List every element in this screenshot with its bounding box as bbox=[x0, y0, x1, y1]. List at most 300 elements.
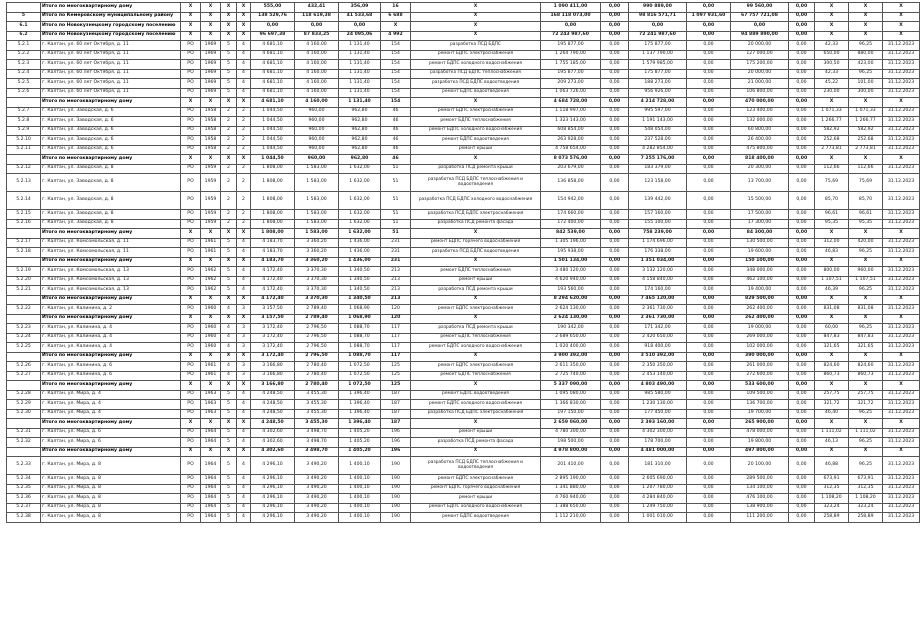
cell-liv: 3 360,20 bbox=[295, 257, 339, 267]
cell-c: 1 097 931,60 bbox=[687, 12, 731, 22]
table-row bbox=[7, 69, 920, 79]
cell-cost: 197 150,00 bbox=[541, 409, 601, 419]
cell-d: 99 560,00 bbox=[731, 3, 789, 13]
cell-h: 31.12.2023 bbox=[883, 457, 920, 475]
cell-a: 0,00 bbox=[601, 219, 629, 229]
cell-h: 31.12.2023 bbox=[883, 50, 920, 60]
cell-c: 0,00 bbox=[687, 219, 731, 229]
cell-wall: Х bbox=[181, 22, 201, 32]
cell-b: 4 158 840,00 bbox=[629, 276, 687, 286]
cell-f: 1 107,51 bbox=[815, 276, 849, 286]
cell-liv2: 962,80 bbox=[339, 145, 381, 155]
cell-res: 187 bbox=[381, 400, 411, 410]
cell-b: 7 255 176,00 bbox=[629, 155, 687, 165]
cell-f: 96,61 bbox=[815, 210, 849, 220]
cell-c: 0,00 bbox=[687, 409, 731, 419]
cell-res: 154 bbox=[381, 79, 411, 89]
cell-h: 31.12.2023 bbox=[883, 164, 920, 174]
cell-cost: 154 942,00 bbox=[541, 192, 601, 210]
cell-a: 0,00 bbox=[601, 155, 629, 165]
table-row bbox=[7, 513, 920, 523]
table-row bbox=[7, 390, 920, 400]
cell-g: 312,35 bbox=[849, 484, 883, 494]
cell-c: 0,00 bbox=[687, 41, 731, 51]
cell-f: 252,68 bbox=[815, 136, 849, 146]
cell-area: 4 172,40 bbox=[251, 276, 295, 286]
table-row bbox=[7, 126, 920, 136]
cell-f: Х bbox=[815, 419, 849, 429]
cell-g: 252,68 bbox=[849, 136, 883, 146]
cell-res: 125 bbox=[381, 381, 411, 391]
cell-year: Х bbox=[201, 31, 221, 41]
cell-liv: 3 455,30 bbox=[295, 400, 339, 410]
cell-a: 0,00 bbox=[601, 69, 629, 79]
cell-f: 321,72 bbox=[815, 400, 849, 410]
cell-g: 96,25 bbox=[849, 438, 883, 448]
table-body bbox=[7, 3, 920, 523]
cell-ent: 2 bbox=[237, 164, 251, 174]
cell-liv: 3 455,30 bbox=[295, 409, 339, 419]
cell-year: 1969 bbox=[201, 69, 221, 79]
total-row bbox=[7, 381, 920, 391]
cell-c: 0,00 bbox=[687, 174, 731, 192]
cell-res: 154 bbox=[381, 88, 411, 98]
cell-b: 188 273,00 bbox=[629, 79, 687, 89]
cell-ent: 3 bbox=[237, 371, 251, 381]
cell-h: 31.12.2023 bbox=[883, 210, 920, 220]
cell-work: ремонт БДПС горячего водоснабжения bbox=[411, 238, 541, 248]
cell-g: 321,72 bbox=[849, 400, 883, 410]
cell-liv2: 962,80 bbox=[339, 126, 381, 136]
cell-addr: г. Калтан, ул. Заводская, д. 6 bbox=[41, 136, 181, 146]
cell-f: Х bbox=[815, 229, 849, 239]
cell-f: 60,00 bbox=[815, 324, 849, 334]
cell-area: 4 681,10 bbox=[251, 60, 295, 70]
cell-res: 154 bbox=[381, 60, 411, 70]
cell-d: 265 900,00 bbox=[731, 419, 789, 429]
cell-addr: г. Калтан, ул. Мира, д. 6 bbox=[41, 438, 181, 448]
cell-cost: 4 620 940,00 bbox=[541, 276, 601, 286]
cell-e: 0,00 bbox=[789, 305, 815, 315]
cell-h: 31.12.2023 bbox=[883, 475, 920, 485]
cell-res: 51 bbox=[381, 174, 411, 192]
cell-e: 0,00 bbox=[789, 3, 815, 13]
cell-num: 5.2.35 bbox=[7, 484, 41, 494]
cell-liv: 1 583,00 bbox=[295, 219, 339, 229]
cell-floors: 2 bbox=[221, 174, 237, 192]
table-row bbox=[7, 145, 920, 155]
cell-c: 0,00 bbox=[687, 419, 731, 429]
cell-liv2: 1 632,00 bbox=[339, 219, 381, 229]
cell-e: 0,00 bbox=[789, 107, 815, 117]
cell-a: 0,00 bbox=[601, 117, 629, 127]
cell-d: 19 400,00 bbox=[731, 286, 789, 296]
cell-b: 174 160,00 bbox=[629, 286, 687, 296]
cell-ent: Х bbox=[237, 98, 251, 108]
cell-b: 2 453 140,00 bbox=[629, 371, 687, 381]
cell-ent: Х bbox=[237, 381, 251, 391]
cell-cost: 174 660,00 bbox=[541, 210, 601, 220]
cell-liv2: 1 131,40 bbox=[339, 98, 381, 108]
cell-f: 824,60 bbox=[815, 362, 849, 372]
cell-addr: г. Калтан, ул. Заводская, д. 6 bbox=[41, 126, 181, 136]
cell-res: 196 bbox=[381, 428, 411, 438]
cell-b: 2 393 160,00 bbox=[629, 419, 687, 429]
cell-g: 96,25 bbox=[849, 324, 883, 334]
cell-g: 101,00 bbox=[849, 79, 883, 89]
table-row bbox=[7, 164, 920, 174]
cell-c: 0,00 bbox=[687, 276, 731, 286]
cell-b: 1 137 790,00 bbox=[629, 50, 687, 60]
cell-a: 0,00 bbox=[601, 31, 629, 41]
cell-g: 847,83 bbox=[849, 333, 883, 343]
cell-c: 0,00 bbox=[687, 286, 731, 296]
cell-f: Х bbox=[815, 295, 849, 305]
cell-wall: РО bbox=[181, 428, 201, 438]
cell-addr: г. Калтан, ул. Мира, д. 4 bbox=[41, 390, 181, 400]
cell-h: 31.12.2023 bbox=[883, 219, 920, 229]
cell-liv: 2 796,50 bbox=[295, 343, 339, 353]
cell-f: 257,75 bbox=[815, 390, 849, 400]
cell-d: 348 000,00 bbox=[731, 267, 789, 277]
cell-h: Х bbox=[883, 381, 920, 391]
cell-g: 95,35 bbox=[849, 219, 883, 229]
cell-work: разработка ПСД БДПС bbox=[411, 41, 541, 51]
cell-c: 0,00 bbox=[687, 494, 731, 504]
cell-liv2: 1 400,10 bbox=[339, 475, 381, 485]
cell-h: Х bbox=[883, 447, 920, 457]
cell-liv2: 1 072,50 bbox=[339, 381, 381, 391]
cell-d: 289 500,00 bbox=[731, 475, 789, 485]
cell-num bbox=[7, 257, 41, 267]
cell-area: 4 296,10 bbox=[251, 457, 295, 475]
cell-a: 0,00 bbox=[601, 428, 629, 438]
cell-e: 0,00 bbox=[789, 390, 815, 400]
table-row bbox=[7, 362, 920, 372]
cell-g: 96,25 bbox=[849, 41, 883, 51]
cell-ent: 4 bbox=[237, 494, 251, 504]
cell-wall: РО bbox=[181, 117, 201, 127]
cell-year: Х bbox=[201, 381, 221, 391]
cell-d: 19 600,00 bbox=[731, 248, 789, 258]
cell-liv: 4 160,00 bbox=[295, 50, 339, 60]
cell-h: 31.12.2023 bbox=[883, 60, 920, 70]
cell-cost: 608 854,00 bbox=[541, 126, 601, 136]
cell-a: 0,00 bbox=[601, 79, 629, 89]
total-row bbox=[7, 229, 920, 239]
cell-res: 187 bbox=[381, 390, 411, 400]
cell-num bbox=[7, 3, 41, 13]
cell-a: 0,00 bbox=[601, 381, 629, 391]
cell-num: 5.2.5 bbox=[7, 79, 41, 89]
cell-cost: 4 684 728,00 bbox=[541, 98, 601, 108]
cell-f: 258,89 bbox=[815, 513, 849, 523]
cell-e: 0,00 bbox=[789, 145, 815, 155]
cell-b: 1 174 696,00 bbox=[629, 238, 687, 248]
cell-cost: 5 337 090,00 bbox=[541, 381, 601, 391]
cell-area: 1 808,00 bbox=[251, 174, 295, 192]
cell-floors: 4 bbox=[221, 362, 237, 372]
cell-b: 990 889,00 bbox=[629, 3, 687, 13]
cell-d: 470 000,00 bbox=[731, 98, 789, 108]
cell-wall: РО bbox=[181, 192, 201, 210]
cell-a: 0,00 bbox=[601, 503, 629, 513]
cell-area: 3 166,80 bbox=[251, 371, 295, 381]
cell-work: ремонт крыши bbox=[411, 276, 541, 286]
cell-res: 51 bbox=[381, 192, 411, 210]
cell-ent: 4 bbox=[237, 248, 251, 258]
cell-addr: г. Калтан, ул. Комсомольская, д. 13 bbox=[41, 267, 181, 277]
cell-a: 0,00 bbox=[601, 267, 629, 277]
cell-a: 0,00 bbox=[601, 3, 629, 13]
cell-area: 4 248,50 bbox=[251, 400, 295, 410]
cell-area: 4 172,40 bbox=[251, 295, 295, 305]
cell-year: Х bbox=[201, 352, 221, 362]
cell-d: 134 100,00 bbox=[731, 484, 789, 494]
cell-addr: г. Калтан, ул. Мира, д. 8 bbox=[41, 475, 181, 485]
cell-d: 818 400,00 bbox=[731, 155, 789, 165]
cell-h: 31.12.2023 bbox=[883, 136, 920, 146]
cell-area: 4 681,10 bbox=[251, 69, 295, 79]
cell-c: 0,00 bbox=[687, 117, 731, 127]
cell-wall: РО bbox=[181, 210, 201, 220]
cell-c: 0,00 bbox=[687, 428, 731, 438]
cell-work: разработка ПСД ремонта фасада bbox=[411, 219, 541, 229]
cell-h: 31.12.2023 bbox=[883, 286, 920, 296]
cell-wall: РО bbox=[181, 494, 201, 504]
cell-ent: 4 bbox=[237, 50, 251, 60]
cell-wall: РО bbox=[181, 267, 201, 277]
cell-wall: Х bbox=[181, 257, 201, 267]
cell-g: 257,75 bbox=[849, 390, 883, 400]
cell-h: Х bbox=[883, 352, 920, 362]
cell-c: 0,00 bbox=[687, 107, 731, 117]
cell-h: Х bbox=[883, 31, 920, 41]
cell-num: 5.2.1 bbox=[7, 41, 41, 51]
cell-work: ремонт БДПС водоотведения bbox=[411, 88, 541, 98]
cell-d: 497 800,00 bbox=[731, 447, 789, 457]
cell-area: 4 248,50 bbox=[251, 419, 295, 429]
cell-a: 0,00 bbox=[601, 12, 629, 22]
cell-floors: 2 bbox=[221, 219, 237, 229]
cell-wall: Х bbox=[181, 229, 201, 239]
cell-g: 831,08 bbox=[849, 305, 883, 315]
cell-a: 0,00 bbox=[601, 276, 629, 286]
cell-g: 860,73 bbox=[849, 371, 883, 381]
cell-f: 112,66 bbox=[815, 164, 849, 174]
cell-year: 1958 bbox=[201, 136, 221, 146]
cell-a: 0,00 bbox=[601, 210, 629, 220]
cell-c: 0,00 bbox=[687, 513, 731, 523]
cell-year: 1958 bbox=[201, 107, 221, 117]
cell-ent: 3 bbox=[237, 333, 251, 343]
cell-f: Х bbox=[815, 257, 849, 267]
cell-h: 31.12.2023 bbox=[883, 79, 920, 89]
cell-res: 190 bbox=[381, 484, 411, 494]
cell-res: 190 bbox=[381, 457, 411, 475]
cell-floors: 4 bbox=[221, 324, 237, 334]
cell-h: 31.12.2023 bbox=[883, 390, 920, 400]
cell-ent: 4 bbox=[237, 286, 251, 296]
cell-liv2: 962,80 bbox=[339, 107, 381, 117]
cell-floors: 5 bbox=[221, 69, 237, 79]
cell-c: 0,00 bbox=[687, 31, 731, 41]
cell-a: 0,00 bbox=[601, 98, 629, 108]
cell-res: 231 bbox=[381, 248, 411, 258]
cell-b: 139 442,00 bbox=[629, 192, 687, 210]
cell-e: 0,00 bbox=[789, 484, 815, 494]
cell-e: 0,00 bbox=[789, 438, 815, 448]
cell-liv: 3 498,70 bbox=[295, 428, 339, 438]
cell-f: 847,83 bbox=[815, 333, 849, 343]
cell-a: 0,00 bbox=[601, 419, 629, 429]
cell-f: Х bbox=[815, 381, 849, 391]
cell-e: 0,00 bbox=[789, 381, 815, 391]
cell-num: 5.2.25 bbox=[7, 343, 41, 353]
cell-num: 5.2.28 bbox=[7, 390, 41, 400]
cell-a: 0,00 bbox=[601, 88, 629, 98]
cell-year: 1969 bbox=[201, 60, 221, 70]
cell-addr: г. Калтан, ул. Заводская, д. 8 bbox=[41, 174, 181, 192]
cell-h: 31.12.2023 bbox=[883, 503, 920, 513]
cell-wall: РО bbox=[181, 60, 201, 70]
cell-a: 0,00 bbox=[601, 475, 629, 485]
cell-wall: РО bbox=[181, 343, 201, 353]
document-sheet bbox=[6, 2, 915, 523]
cell-num: 5.2.26 bbox=[7, 362, 41, 372]
cell-liv: 2 780,40 bbox=[295, 371, 339, 381]
cell-b: 98 816 571,71 bbox=[629, 12, 687, 22]
cell-f: 42,33 bbox=[815, 41, 849, 51]
cell-e: 0,00 bbox=[789, 428, 815, 438]
cell-liv2: 1 068,90 bbox=[339, 314, 381, 324]
cell-floors: 2 bbox=[221, 145, 237, 155]
cell-year: Х bbox=[201, 98, 221, 108]
cell-ent: 4 bbox=[237, 79, 251, 89]
cell-wall: Х bbox=[181, 155, 201, 165]
cell-work: Х bbox=[411, 3, 541, 13]
cell-cost: 190 342,00 bbox=[541, 324, 601, 334]
cell-ent: 4 bbox=[237, 41, 251, 51]
cell-ent: 4 bbox=[237, 438, 251, 448]
cell-addr: г. Калтан, ул. Заводская, д. 8 bbox=[41, 164, 181, 174]
cell-ent: 2 bbox=[237, 126, 251, 136]
cell-b: 72 241 987,60 bbox=[629, 31, 687, 41]
cell-cost: 2 611 350,00 bbox=[541, 362, 601, 372]
cell-addr: г. Калтан, ул. 60 лет Октября, д. 11 bbox=[41, 50, 181, 60]
cell-year: 1959 bbox=[201, 164, 221, 174]
table-row bbox=[7, 438, 920, 448]
cell-cost: 168 118 073,00 bbox=[541, 12, 601, 22]
cell-addr: Итого по Новокузнецкому городскому поселению bbox=[41, 31, 181, 41]
cell-liv: 3 490,20 bbox=[295, 513, 339, 523]
cell-res: 154 bbox=[381, 41, 411, 51]
cell-area: 4 681,10 bbox=[251, 79, 295, 89]
total-row bbox=[7, 447, 920, 457]
cell-liv2: 41 533,68 bbox=[339, 12, 381, 22]
cell-d: 15 500,00 bbox=[731, 192, 789, 210]
cell-area: 4 296,10 bbox=[251, 503, 295, 513]
cell-ent: 3 bbox=[237, 305, 251, 315]
cell-a: 0,00 bbox=[601, 390, 629, 400]
cell-liv2: 1 088,70 bbox=[339, 352, 381, 362]
cell-h: 31.12.2023 bbox=[883, 484, 920, 494]
cell-work: ремонт БДПС холодного водоснабжения bbox=[411, 60, 541, 70]
cell-c: 0,00 bbox=[687, 343, 731, 353]
cell-d: 19 000,00 bbox=[731, 324, 789, 334]
cell-num: 5.2.15 bbox=[7, 210, 41, 220]
cell-b: 7 465 120,00 bbox=[629, 295, 687, 305]
cell-b: 1 191 143,00 bbox=[629, 117, 687, 127]
cell-b: 183 379,00 bbox=[629, 164, 687, 174]
cell-d: 262 400,00 bbox=[731, 314, 789, 324]
cell-b: 4 284 840,00 bbox=[629, 494, 687, 504]
cell-g: 1 071,33 bbox=[849, 107, 883, 117]
cell-d: 60 800,00 bbox=[731, 126, 789, 136]
cell-addr: Итого по Кемеровскому муниципальному району bbox=[41, 12, 181, 22]
cell-addr: г. Калтан, ул. 60 лет Октября, д. 11 bbox=[41, 41, 181, 51]
cell-num: 6.2 bbox=[7, 31, 41, 41]
cell-liv: 1 583,00 bbox=[295, 229, 339, 239]
cell-a: 0,00 bbox=[601, 257, 629, 267]
cell-c: 0,00 bbox=[687, 60, 731, 70]
cell-liv2: 1 072,50 bbox=[339, 371, 381, 381]
cell-wall: РО bbox=[181, 79, 201, 89]
cell-cost: 136 858,00 bbox=[541, 174, 601, 192]
cell-liv: 2 796,50 bbox=[295, 333, 339, 343]
cell-e: 0,00 bbox=[789, 371, 815, 381]
cell-floors: 2 bbox=[221, 126, 237, 136]
cell-addr: г. Калтан, ул. Мира, д. 8 bbox=[41, 503, 181, 513]
cell-b: 237 528,00 bbox=[629, 136, 687, 146]
cell-floors: 5 bbox=[221, 238, 237, 248]
cell-ent: 4 bbox=[237, 400, 251, 410]
cell-e: 0,00 bbox=[789, 419, 815, 429]
cell-a: 0,00 bbox=[601, 41, 629, 51]
cell-g: 96,25 bbox=[849, 69, 883, 79]
cell-num bbox=[7, 352, 41, 362]
cell-num bbox=[7, 381, 41, 391]
cell-wall: РО bbox=[181, 174, 201, 192]
cell-cost: 2 689 650,00 bbox=[541, 333, 601, 343]
cell-liv2: 1 400,10 bbox=[339, 513, 381, 523]
cell-g: Х bbox=[849, 314, 883, 324]
cell-work: ремонт БДПС теплоснабжения bbox=[411, 117, 541, 127]
cell-liv: 2 780,40 bbox=[295, 381, 339, 391]
cell-f: 323,24 bbox=[815, 503, 849, 513]
cell-g: 258,89 bbox=[849, 513, 883, 523]
cell-liv2: 1 088,70 bbox=[339, 343, 381, 353]
cell-c: 0,00 bbox=[687, 145, 731, 155]
cell-area: 4 302,60 bbox=[251, 438, 295, 448]
cell-g: Х bbox=[849, 22, 883, 32]
cell-year: 1964 bbox=[201, 513, 221, 523]
cell-f: 1 108,20 bbox=[815, 494, 849, 504]
cell-g: Х bbox=[849, 257, 883, 267]
cell-f: Х bbox=[815, 3, 849, 13]
cell-liv2: 1 131,40 bbox=[339, 50, 381, 60]
cell-addr: г. Калтан, ул. Калинина, д. 2 bbox=[41, 305, 181, 315]
cell-a: 0,00 bbox=[601, 371, 629, 381]
cell-d: 127 000,00 bbox=[731, 50, 789, 60]
cell-ent: Х bbox=[237, 257, 251, 267]
cell-b: 4 803 490,00 bbox=[629, 381, 687, 391]
cell-b: 995 597,00 bbox=[629, 107, 687, 117]
cell-num bbox=[7, 295, 41, 305]
cell-liv: 3 360,20 bbox=[295, 248, 339, 258]
cell-d: 130 500,00 bbox=[731, 238, 789, 248]
cell-liv: 4 160,00 bbox=[295, 98, 339, 108]
